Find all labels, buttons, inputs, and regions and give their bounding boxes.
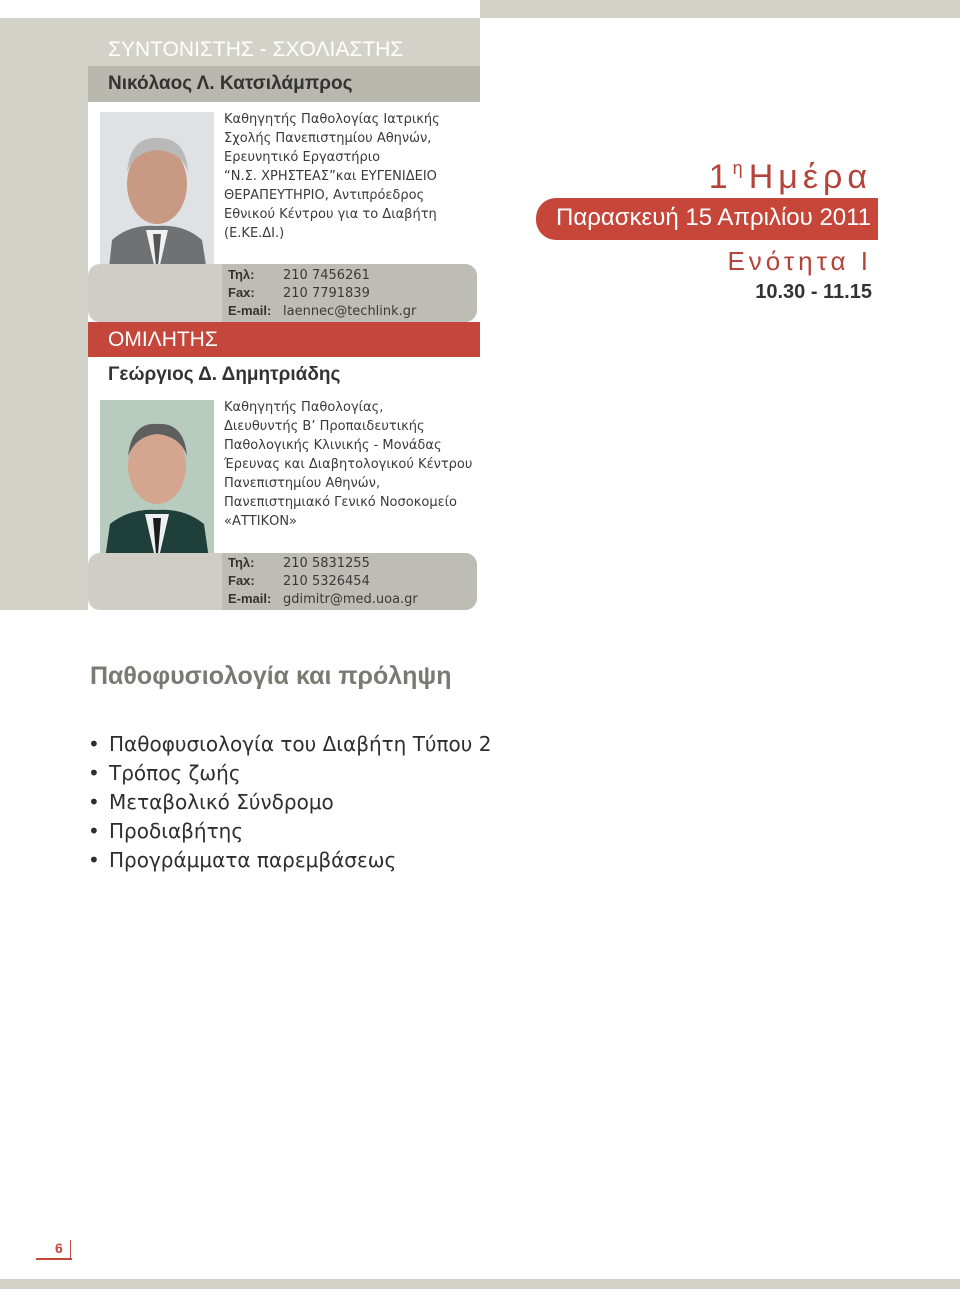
list-item: • Τρόπος ζωής	[88, 759, 491, 788]
portrait-icon	[100, 112, 214, 278]
day-word: Ημέρα	[748, 158, 872, 196]
fax-value: 210 5326454	[283, 574, 370, 589]
left-decorative-band	[0, 18, 88, 610]
coordinator-phone	[228, 267, 370, 285]
bio-line: Έρευνας και Διαβητολογικού Κέντρου	[224, 457, 473, 472]
coordinator-section-label: ΣΥΝΤΟΝΙΣΤΗΣ - ΣΧΟΛΙΑΣΤΗΣ	[108, 38, 404, 61]
coordinator-fax	[228, 285, 370, 303]
bio-line: “Ν.Σ. ΧΡΗΣΤΕΑΣ”και ΕΥΓΕΝΙΔΕΙΟ	[224, 169, 437, 184]
coordinator-name: Νικόλαος Λ. Κατσιλάμπρος	[108, 73, 353, 94]
list-item: • Παθοφυσιολογία του Διαβήτη Τύπου 2	[88, 730, 491, 759]
session-time: 10.30 - 11.15	[755, 281, 872, 303]
phone-value: 210 7456261	[283, 268, 370, 283]
speaker-contact-box	[88, 553, 477, 610]
bio-line: Σχολής Πανεπιστημίου Αθηνών,	[224, 131, 432, 146]
list-item: • Προγράμματα παρεμβάσεως	[88, 846, 491, 875]
bio-line: (Ε.ΚΕ.ΔΙ.)	[224, 226, 285, 241]
bio-line: Εθνικού Κέντρου για το Διαβήτη	[224, 207, 437, 222]
fax-value: 210 7791839	[283, 286, 370, 301]
session-day	[709, 158, 872, 197]
day-number: 1	[708, 158, 733, 196]
session-unit: Ενότητα Ι	[727, 246, 872, 276]
session-date: Παρασκευή 15 Απριλίου 2011	[556, 204, 872, 231]
bio-line: Πανεπιστημίου Αθηνών,	[224, 476, 381, 491]
email-link[interactable]: laennec@techlink.gr	[283, 304, 417, 319]
phone-label: Τηλ:	[228, 267, 255, 282]
phone-label: Τηλ:	[228, 555, 255, 570]
bio-line: «ΑΤΤΙΚΟΝ»	[224, 514, 297, 529]
day-superscript: η	[732, 158, 743, 178]
top-decorative-band	[480, 0, 960, 18]
speaker-photo	[100, 400, 214, 566]
list-item: • Μεταβολικό Σύνδρομο	[88, 788, 491, 817]
page-number-underline	[36, 1258, 72, 1260]
email-label: E-mail:	[228, 591, 272, 606]
portrait-icon	[100, 400, 214, 566]
coordinator-contact-box	[88, 264, 477, 322]
page-number: 6	[55, 1240, 63, 1256]
session-date-bar	[536, 198, 878, 240]
bio-line: Καθηγητής Παθολογίας,	[224, 400, 384, 415]
topic-list	[88, 730, 491, 875]
speaker-name: Γεώργιος Δ. Δημητριάδης	[108, 364, 341, 385]
bio-line: Παθολογικής Κλινικής - Μονάδας	[224, 438, 442, 453]
fax-label: Fax:	[228, 573, 255, 588]
fax-label: Fax:	[228, 285, 255, 300]
list-item: • Προδιαβήτης	[88, 817, 491, 846]
coordinator-email	[228, 303, 416, 321]
bottom-decorative-band	[0, 1279, 960, 1289]
coordinator-bio	[224, 110, 474, 243]
topic-title: Παθοφυσιολογία και πρόληψη	[90, 662, 452, 690]
email-label: E-mail:	[228, 303, 272, 318]
bio-line: Καθηγητής Παθολογίας Ιατρικής	[224, 112, 440, 127]
email-link[interactable]: gdimitr@med.uoa.gr	[283, 592, 418, 607]
bio-line: Ερευνητικό Εργαστήριο	[224, 150, 381, 165]
bio-line: ΘΕΡΑΠΕΥΤΗΡΙΟ, Αντιπρόεδρος	[224, 188, 425, 203]
speaker-section-label: ΟΜΙΛΗΤΗΣ	[108, 328, 218, 351]
speaker-fax	[228, 573, 370, 591]
speaker-bio	[224, 398, 474, 531]
bio-line: Διευθυντής Β’ Προπαιδευτικής	[224, 419, 425, 434]
bio-line: Πανεπιστημιακό Γενικό Νοσοκομείο	[224, 495, 457, 510]
phone-value: 210 5831255	[283, 556, 370, 571]
coordinator-photo	[100, 112, 214, 278]
page-number-divider	[70, 1240, 71, 1260]
coordinator-name-bar	[88, 66, 480, 102]
speaker-email	[228, 591, 418, 609]
speaker-phone	[228, 555, 370, 573]
